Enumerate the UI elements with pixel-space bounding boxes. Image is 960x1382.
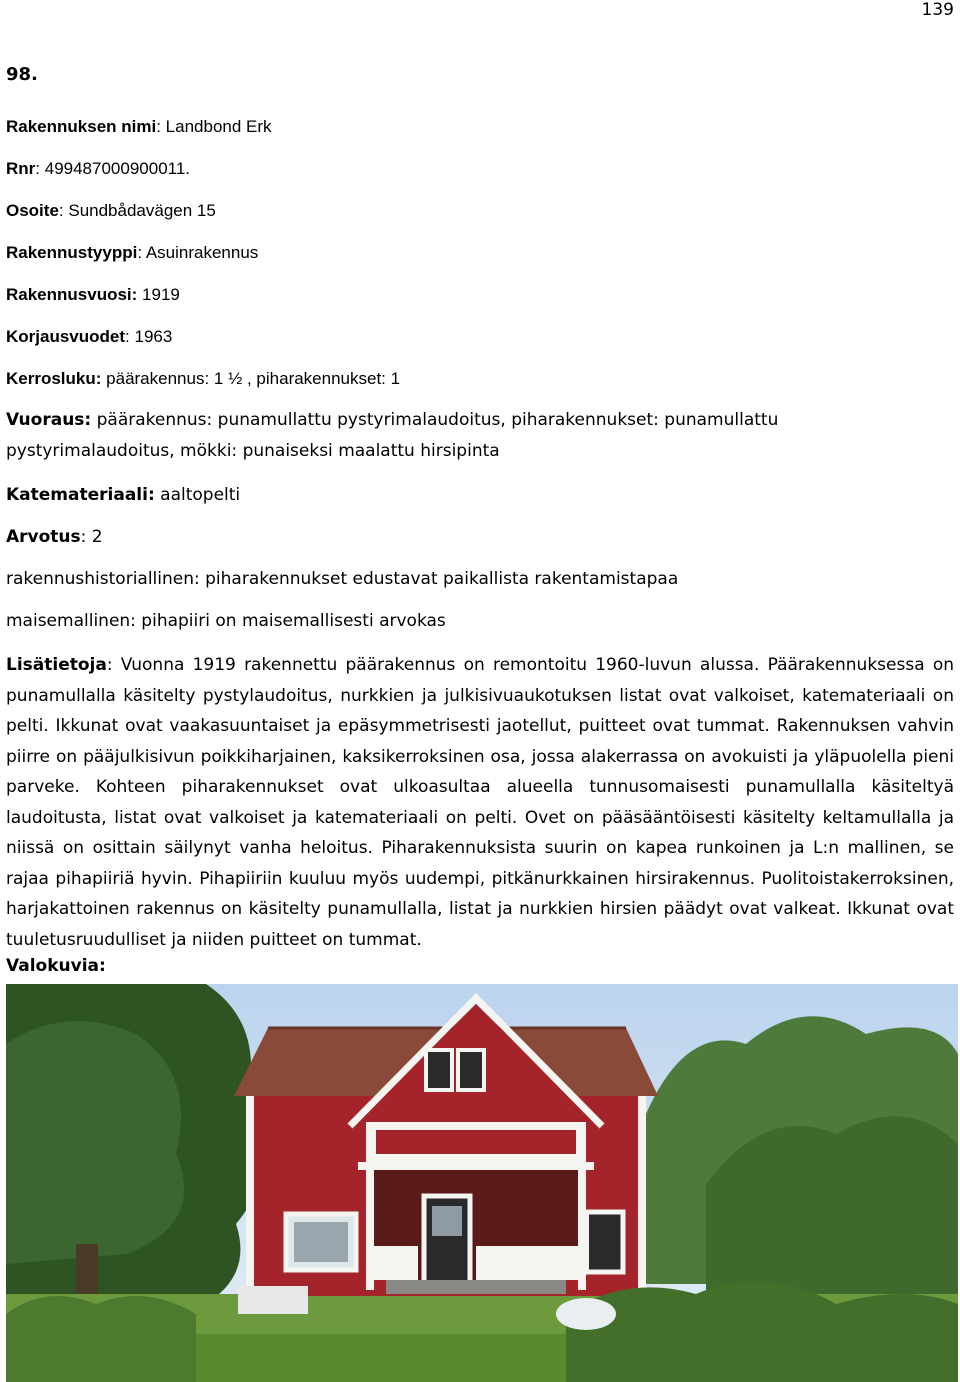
page-number: 139	[921, 0, 954, 20]
field-floors	[6, 368, 400, 390]
bushes	[6, 1296, 196, 1382]
field-label: Katemateriaali:	[6, 485, 155, 505]
field-value: 2	[91, 527, 103, 547]
field-label: Rakennustyyppi	[6, 243, 138, 262]
field-value: päärakennus: punamullattu pystyrimalaudoitus, piharakennukset: punamullattu pystyrimalaudoitus, mökki: punaiseksi maalattu hirsipinta	[6, 410, 779, 461]
porch-railing	[366, 1246, 418, 1280]
field-value: 1963	[134, 327, 173, 346]
garden-furniture	[238, 1286, 308, 1314]
field-value: Landbond Erk	[165, 117, 272, 136]
field-cladding	[6, 405, 906, 467]
field-renovation-years: Korjausvuodet: 1963	[6, 327, 173, 346]
field-value: aaltopelti	[160, 485, 241, 505]
field-rating: Arvotus: 2	[6, 527, 103, 547]
rating-landscape: maisemallinen: pihapiiri on maisemallisesti arvokas	[6, 611, 446, 631]
field-building-year	[6, 284, 180, 306]
additional-info-text: Vuonna 1919 rakennettu päärakennus on remontoitu 1960-luvun alussa. Päärakennuksessa on punamullalla käsitelty pystylaudoitus, nurkkien ja julkisivuaukotuksen listat ovat valkoiset, katemateriaali on pelti. Ikkunat ovat vaakasuuntaiset ja epäsymmetrisesti jaotellut, puitteet ovat tummat. Rakennuksen vahvin piirre on pääjulkisivun poikkiharjainen, kaksikerroksinen osa, jossa alakerrassa on avokuisti ja yläpuolella pieni parveke. Kohteen piharakennukset ovat ulkoasultaa alueella tunnusomaisesti punamullalla käsiteltyä laudoitusta, listat ovat valkoiset ja katemateriaali on pelti. Ovet on pääsääntöisesti käsitelty keltamullalla ja niissä on osittain säilynyt vanha heloitus. Piharakennuksista suurin on kapea runkoinen ja L:n mallinen, se rajaa pihapiiriä hyvin. Pihapiiriin kuuluu myös uudempi, pitkänurkkainen hirsirakennus. Puolitoistakerroksinen, harjakattoinen rakennus on käsitelty punamullalla, listat ja nurkkien hirsien päädyt ovat valkeat. Ikkunat ovat tuuletusruudulliset ja niiden puitteet on tummat.	[6, 655, 954, 950]
field-label: Rakennusvuosi:	[6, 285, 138, 304]
field-value: Asuinrakennus	[145, 243, 259, 262]
field-roof-material	[6, 484, 240, 506]
field-label: Vuoraus:	[6, 410, 92, 430]
field-address: Osoite: Sundbådavägen 15	[6, 201, 216, 220]
field-label: Rakennuksen nimi	[6, 117, 157, 136]
field-rnr: Rnr: 499487000900011.	[6, 159, 191, 178]
field-value: päärakennus: 1 ½ , piharakennukset: 1	[106, 369, 401, 388]
photos-heading: Valokuvia:	[6, 956, 106, 976]
field-label: Rnr	[6, 159, 36, 178]
field-label: Arvotus	[6, 527, 81, 547]
field-value: 499487000900011.	[44, 159, 191, 178]
field-building-name: Rakennuksen nimi: Landbond Erk	[6, 117, 272, 136]
rating-building-history: rakennushistoriallinen: piharakennukset edustavat paikallista rakentamistapaa	[6, 569, 679, 589]
house-photo	[6, 984, 958, 1382]
field-label: Osoite	[6, 201, 59, 220]
field-value: Sundbådavägen 15	[68, 201, 216, 220]
additional-info-label: Lisätietoja	[6, 655, 107, 675]
field-label: Kerrosluku:	[6, 369, 102, 388]
field-building-type: Rakennustyyppi: Asuinrakennus	[6, 243, 259, 262]
entry-number: 98.	[6, 64, 38, 85]
field-label: Korjausvuodet	[6, 327, 126, 346]
additional-info-paragraph: Lisätietoja: Vuonna 1919 rakennettu päärakennus on remontoitu 1960-luvun alussa. Päärakennuksessa on punamullalla käsitelty pystylaudoitus, nurkkien ja julkisivuaukotuksen listat ovat valkoiset, katemateriaali on pelti. Ikkunat ovat vaakasuuntaiset ja epäsymmetrisesti jaotellut, puitteet ovat tummat. Rakennuksen vahvin piirre on pääjulkisivun poikkiharjainen, kaksikerroksinen osa, jossa alakerrassa on avokuisti ja yläpuolella pieni parveke. Kohteen piharakennukset ovat ulkoasultaa alueella tunnusomaisesti punamullalla käsiteltyä laudoitusta, listat ovat valkoiset ja katemateriaali on pelti. Ovet on pääsääntöisesti käsitelty keltamullalla ja niissä on osittain säilynyt vanha heloitus. Piharakennuksista suurin on kapea runkoinen ja L:n mallinen, se rajaa pihapiiriä hyvin. Pihapiiriin kuuluu myös uudempi, pitkänurkkainen hirsirakennus. Puolitoistakerroksinen, harjakattoinen rakennus on käsitelty punamullalla, listat ja nurkkien hirsien päädyt ovat valkeat. Ikkunat ovat tuuletusruudulliset ja niiden puitteet on tummat.	[6, 655, 954, 950]
field-value: 1919	[142, 285, 180, 304]
